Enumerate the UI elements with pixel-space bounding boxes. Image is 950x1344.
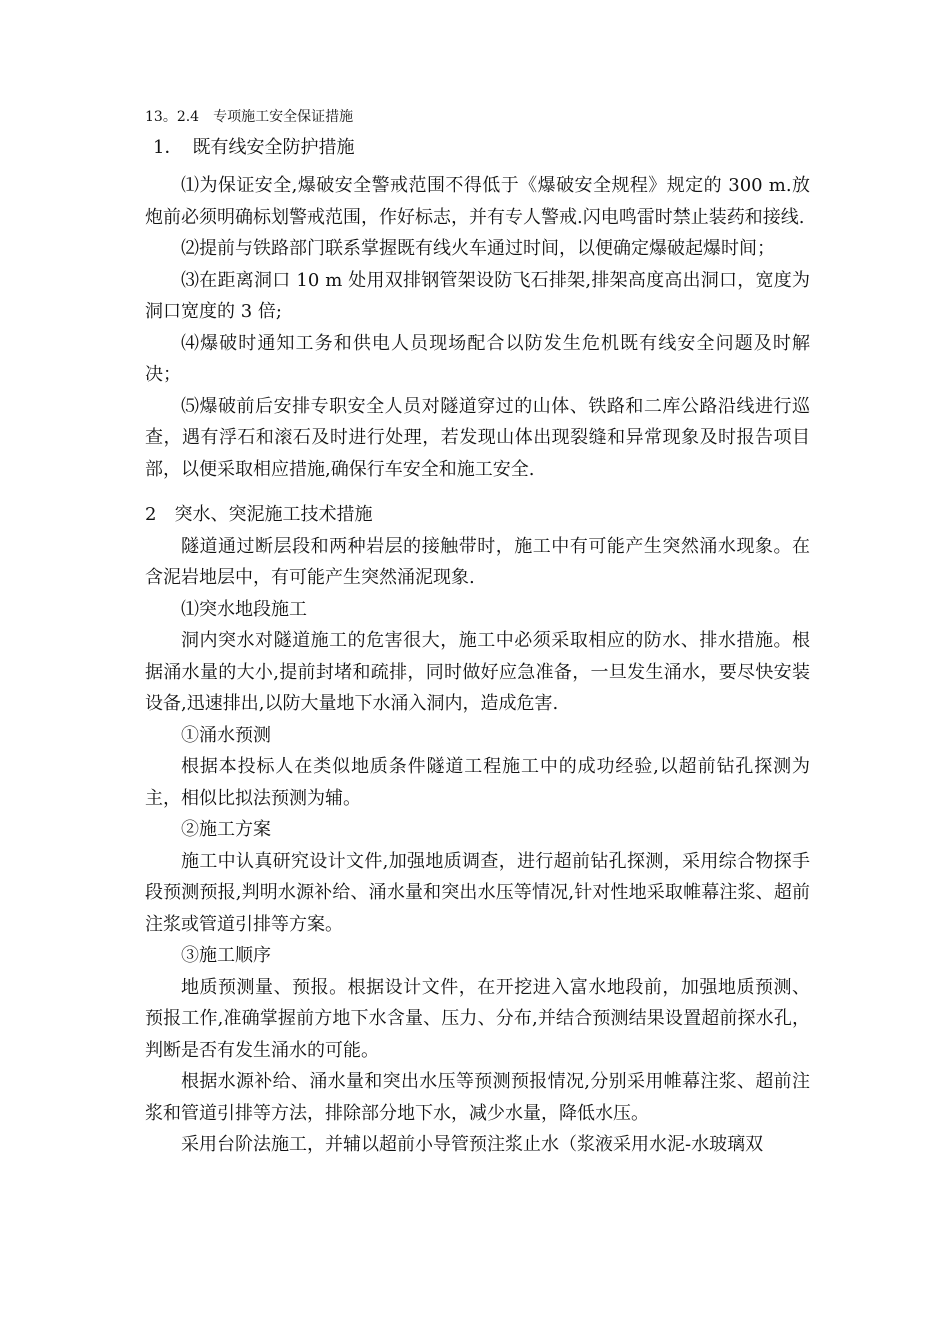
- step3-title: ③施工顺序: [181, 945, 271, 966]
- part2-heading-number: 2: [145, 504, 157, 525]
- step3-text-2: 根据水源补给、涌水量和突出水压等预测预报情况,分别采用帷幕注浆、超前注浆和管道引排等方法，排除部分地下水，减少水量，降低水压。: [145, 1071, 810, 1124]
- step3-text-1: 地质预测量、预报。根据设计文件，在开挖进入富水地段前，加强地质预测、预报工作,准确掌握前方地下水含量、压力、分布,并结合预测结果设置超前探水孔，判断是否有发生涌水的可能。: [145, 976, 810, 1061]
- part1-heading-number: 1．: [153, 137, 183, 158]
- part1-item-5: ⑸爆破前后安排专职安全人员对隧道穿过的山体、铁路和二库公路沿线进行巡查，遇有浮石和滚石及时进行处理，若发现山体出现裂缝和异常现象及时报告项目部，以便采取相应措施,确保行车安全和施工安全.: [145, 395, 810, 480]
- part1-item-4: ⑷爆破时通知工务和供电人员现场配合以防发生危机既有线安全问题及时解决；: [145, 332, 810, 385]
- part2-heading: [145, 499, 810, 531]
- sub1-text: 洞内突水对隧道施工的危害很大，施工中必须采取相应的防水、排水措施。根据涌水量的大小,提前封堵和疏排，同时做好应急准备，一旦发生涌水，要尽快安装设备,迅速排出,以防大量地下水涌入洞内，造成危害.: [145, 630, 810, 714]
- step2-title: ②施工方案: [181, 819, 271, 840]
- section-heading: [145, 108, 810, 126]
- part2-heading-text: 突水、突泥施工技术措施: [174, 504, 373, 525]
- section-number: 13。2.4: [145, 109, 200, 125]
- part1-heading-text: 既有线安全防护措施: [192, 137, 355, 158]
- part2-intro: 隧道通过断层段和两种岩层的接触带时，施工中有可能产生突然涌水现象。在含泥岩地层中，有可能产生突然涌泥现象.: [145, 535, 810, 588]
- sub1-title: ⑴突水地段施工: [181, 598, 307, 620]
- step3-text-3: 采用台阶法施工，并辅以超前小导管预注浆止水（浆液采用水泥-水玻璃双: [181, 1134, 764, 1155]
- part1-heading: [145, 136, 810, 160]
- step2-text: 施工中认真研究设计文件,加强地质调查，进行超前钻孔探测，采用综合物探手段预测预报,判明水源补给、涌水量和突出水压等情况,针对性地采取帷幕注浆、超前注浆或管道引排等方案。: [145, 850, 810, 935]
- part1-item-2: ⑵提前与铁路部门联系掌握既有线火车通过时间，以便确定爆破起爆时间；: [181, 238, 775, 259]
- step1-text: 根据本投标人在类似地质条件隧道工程施工中的成功经验,以超前钻孔探测为主，相似比拟法预测为辅。: [145, 756, 810, 809]
- part1-item-3: ⑶在距离洞口 10 m 处用双排钢管架设防飞石排架,排架高度高出洞口，宽度为洞口宽度的 3 倍;: [145, 269, 810, 322]
- section-title: 专项施工安全保证措施: [213, 109, 354, 125]
- section-gap: [145, 485, 810, 499]
- document-page: [145, 100, 810, 1161]
- step1-title: ①涌水预测: [181, 724, 271, 746]
- part1-item-1: ⑴为保证安全,爆破安全警戒范围不得低于《爆破安全规程》规定的 300 m.放炮前必须明确标划警戒范围，作好标志，并有专人警戒.闪电鸣雷时禁止装药和接线.: [145, 175, 810, 228]
